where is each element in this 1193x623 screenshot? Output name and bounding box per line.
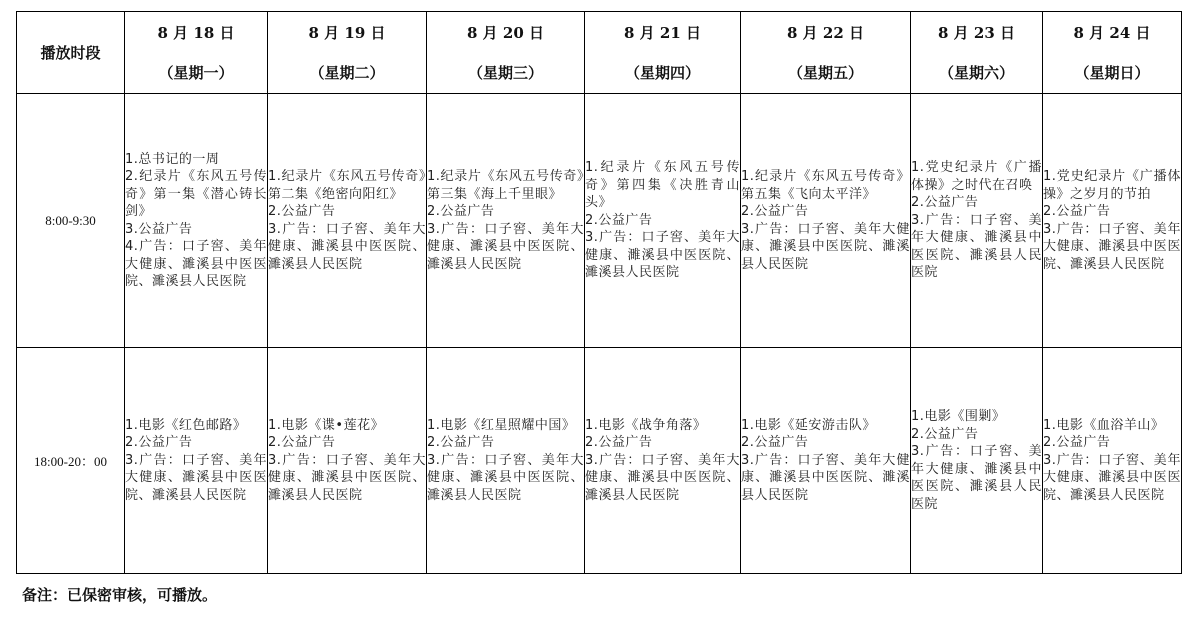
program-line: 2.公益广告 [1043, 435, 1111, 451]
program-line: 2.公益广告 [125, 435, 193, 451]
program-line: 3.公益广告 [125, 221, 193, 237]
day-date: 8 月 19 日 [308, 23, 386, 42]
time-slot-label: 18:00-20：00 [17, 348, 125, 574]
program-line: 3.广告：口子窖、美年大健康、濉溪县中医医院、濉溪县人民医院 [1043, 452, 1181, 503]
program-cell [427, 348, 585, 574]
program-line: 3.广告：口子窖、美年大健康、濉溪县中医医院、濉溪县人民医院 [1043, 221, 1181, 272]
program-line: 2.公益广告 [268, 435, 336, 451]
program-cell [1043, 348, 1182, 574]
program-line: 2.公益广告 [585, 212, 653, 228]
program-line: 1.电影《红色邮路》 [125, 417, 247, 433]
program-line: 2.公益广告 [585, 435, 653, 451]
program-line: 2.公益广告 [268, 204, 336, 219]
program-line: 2.公益广告 [911, 426, 979, 442]
approval-note: 备注：已保密审核，可播放。 [22, 586, 218, 604]
program-cell [125, 94, 268, 348]
program-cell [911, 94, 1043, 348]
program-line: 3.广告：口子窖、美年大健康、濉溪县中医医院、濉溪县人民医院 [268, 221, 426, 272]
program-line: 2.公益广告 [911, 195, 979, 211]
program-line: 2.纪录片《东风五号传奇》第一集《潜心铸长剑》 [125, 169, 267, 219]
day-date: 8 月 22 日 [787, 23, 864, 42]
time-slot-row [17, 348, 1182, 574]
program-cell [427, 94, 585, 348]
day-header [741, 12, 911, 94]
program-line: 1.纪录片《东风五号传奇》第五集《飞向太平洋》 [741, 169, 910, 202]
program-line: 2.公益广告 [741, 204, 809, 219]
program-line: 2.公益广告 [427, 204, 495, 219]
day-weekday: （星期日） [1074, 63, 1150, 82]
day-date: 8 月 24 日 [1073, 23, 1151, 42]
day-weekday: （星期三） [467, 63, 543, 82]
program-line: 1.纪录片《东风五号传奇》第二集《绝密向阳红》 [268, 169, 426, 202]
program-line: 3.广告：口子窖、美年大健康、濉溪县中医医院、濉溪县人民医院 [427, 452, 584, 503]
program-line: 1.党史纪录片《广播体操》之时代在召唤 [911, 160, 1042, 193]
day-date: 8 月 23 日 [938, 23, 1015, 42]
program-line: 2.公益广告 [1043, 204, 1111, 219]
day-date: 8 月 20 日 [467, 23, 544, 42]
corner-header: 播放时段 [17, 12, 125, 94]
day-header [125, 12, 268, 94]
program-cell [741, 348, 911, 574]
program-line: 1.总书记的一周 [125, 151, 220, 167]
program-line: 3.广告：口子窖、美年大健康、濉溪县中医医院、濉溪县人民医院 [268, 452, 426, 503]
program-line: 1.电影《围剿》 [911, 409, 1006, 424]
program-line: 1.纪录片《东风五号传奇》第三集《海上千里眼》 [427, 169, 584, 202]
program-cell [911, 348, 1043, 574]
program-cell [268, 348, 427, 574]
program-line: 2.公益广告 [741, 435, 809, 451]
program-line: 1.电影《延安游击队》 [741, 417, 876, 433]
program-cell [585, 348, 741, 574]
program-line: 1.电影《战争角落》 [585, 417, 707, 433]
day-header [1043, 12, 1182, 94]
day-header [585, 12, 741, 94]
program-line: 2.公益广告 [427, 435, 495, 451]
day-header [427, 12, 585, 94]
program-line: 1.纪录片《东风五号传奇》第四集《决胜青山头》 [585, 160, 740, 211]
program-line: 1.党史纪录片《广播体操》之岁月的节拍 [1043, 169, 1181, 202]
program-cell [125, 348, 268, 574]
day-weekday: （星期二） [309, 63, 385, 82]
day-date: 8 月 18 日 [157, 23, 235, 42]
time-slot-label: 8:00-9:30 [17, 94, 125, 348]
day-weekday: （星期五） [787, 63, 863, 82]
program-line: 3.广告：口子窖、美年大健康、濉溪县中医医院、濉溪县人民医院 [911, 444, 1042, 512]
program-line: 1.电影《血浴羊山》 [1043, 417, 1165, 433]
program-cell [741, 94, 911, 348]
day-weekday: （星期一） [158, 63, 234, 82]
day-header [911, 12, 1043, 94]
time-slot-row [17, 94, 1182, 348]
broadcast-schedule-table [16, 11, 1182, 574]
program-line: 1.电影《红星照耀中国》 [427, 417, 576, 433]
day-date: 8 月 21 日 [624, 23, 701, 42]
day-weekday: （星期四） [624, 63, 700, 82]
program-cell [1043, 94, 1182, 348]
day-header [268, 12, 427, 94]
program-line: 3.广告：口子窖、美年大健康、濉溪县中医医院、濉溪县人民医院 [741, 221, 910, 272]
header-row [17, 12, 1182, 94]
program-cell [585, 94, 741, 348]
program-line: 3.广告：口子窖、美年大健康、濉溪县中医医院、濉溪县人民医院 [911, 212, 1042, 281]
program-line: 1.电影《谍•莲花》 [268, 417, 385, 433]
program-line: 4.广告：口子窖、美年大健康、濉溪县中医医院、濉溪县人民医院 [125, 239, 267, 289]
program-line: 3.广告：口子窖、美年大健康、濉溪县中医医院、濉溪县人民医院 [125, 452, 267, 503]
program-line: 3.广告：口子窖、美年大健康、濉溪县中医医院、濉溪县人民医院 [427, 221, 584, 272]
program-line: 3.广告：口子窖、美年大健康、濉溪县中医医院、濉溪县人民医院 [741, 452, 910, 503]
program-line: 3.广告：口子窖、美年大健康、濉溪县中医医院、濉溪县人民医院 [585, 230, 740, 281]
program-line: 3.广告：口子窖、美年大健康、濉溪县中医医院、濉溪县人民医院 [585, 452, 740, 503]
program-cell [268, 94, 427, 348]
day-weekday: （星期六） [938, 63, 1014, 82]
